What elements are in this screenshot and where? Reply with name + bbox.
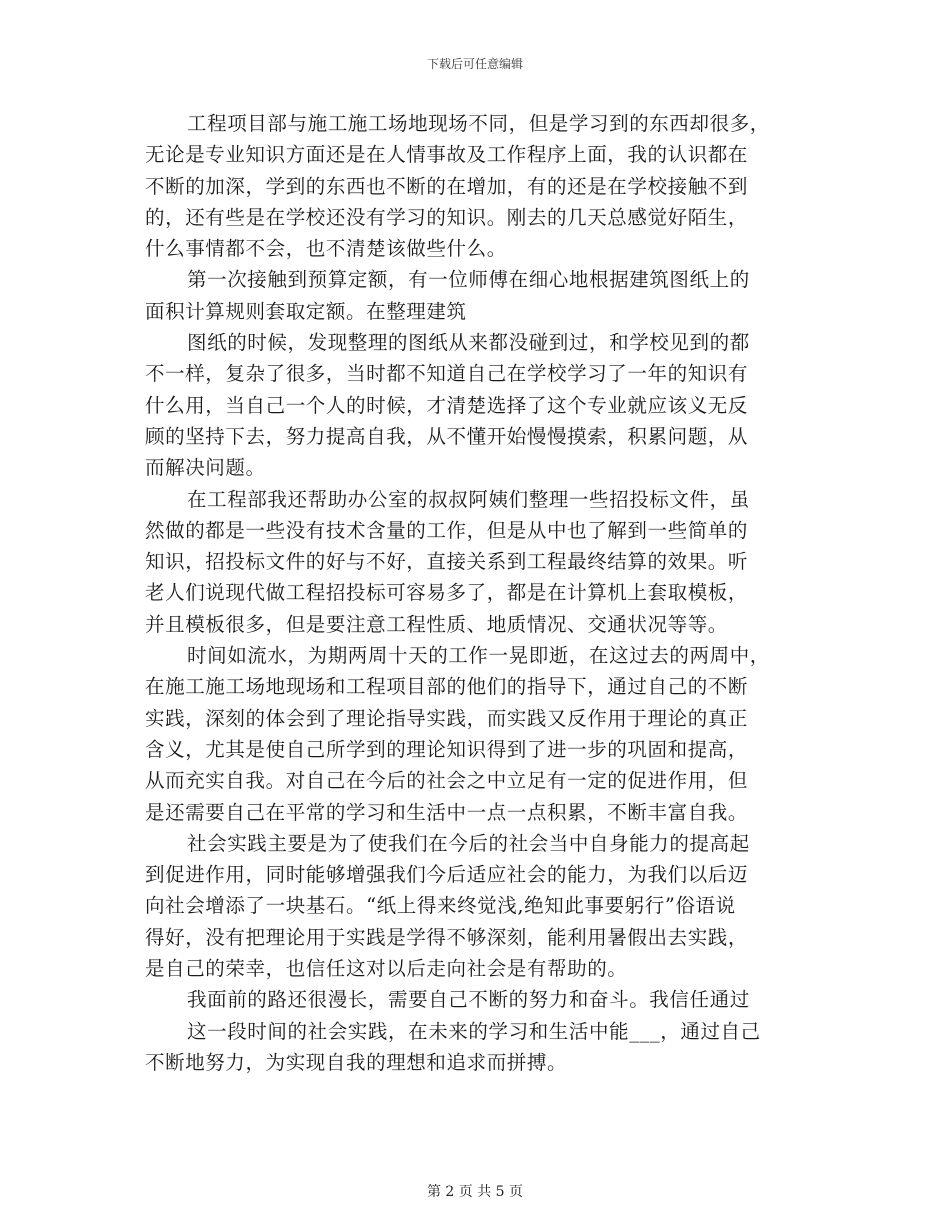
- page-footer: 第 2 页 共 5 页: [426, 1184, 524, 1200]
- text-line: 得好，没有把理论用于实践是学得不够深刻，能利用暑假出去实践，: [145, 925, 749, 949]
- text-line: 不一样，复杂了很多，当时都不知道自己在学校学习了一年的知识有: [145, 362, 749, 386]
- text-line: 我面前的路还很漫长，需要自己不断的努力和奋斗。我信任通过: [187, 988, 750, 1012]
- text-line: 然做的都是一些没有技术含量的工作，但是从中也了解到一些简单的: [145, 518, 749, 542]
- text-line: 知识，招投标文件的好与不好，直接关系到工程最终结算的效果。听: [145, 550, 749, 574]
- text-line: 从而充实自我。对自己在今后的社会之中立足有一定的促进作用，但: [145, 769, 749, 793]
- text-line: 这一段时间的社会实践，在未来的学习和生活中能___，通过自己: [187, 1019, 761, 1043]
- text-line: 到促进作用，同时能够增强我们今后适应社会的能力，为我们以后迈: [145, 863, 749, 887]
- text-line: 顾的坚持下去，努力提高自我，从不懂开始慢慢摸索，积累问题，从: [145, 424, 749, 448]
- text-line: 什么事情都不会，也不清楚该做些什么。: [145, 237, 507, 261]
- text-line: 不断的加深，学到的东西也不断的在增加，有的还是在学校接触不到: [145, 174, 749, 198]
- text-line: 向社会增添了一块基石。“纸上得来终觉浅,绝知此事要躬行”俗语说: [145, 894, 736, 918]
- text-line: 无论是专业知识方面还是在人情事故及工作程序上面，我的认识都在: [145, 143, 749, 167]
- text-line: 工程项目部与施工施工场地现场不同，但是学习到的东西却很多，: [187, 112, 770, 135]
- text-line: 什么用，当自己一个人的时候，才清楚选择了这个专业就应该义无反: [145, 393, 749, 417]
- page-header: 下载后可任意编辑: [426, 57, 523, 71]
- text-line: 含义，尤其是使自己所学到的理论知识得到了进一步的巩固和提高，: [145, 737, 749, 761]
- text-line: 图纸的时候，发现整理的图纸从来都没碰到过，和学校见到的都: [187, 331, 750, 355]
- text-line: 并且模板很多，但是要注意工程性质、地质情况、交通状况等等。: [145, 612, 728, 636]
- text-line: 第一次接触到预算定额，有一位师傅在细心地根据建筑图纸上的: [187, 268, 750, 292]
- text-line: 是自己的荣幸，也信任这对以后走向社会是有帮助的。: [145, 957, 628, 981]
- text-line: 是还需要自己在平常的学习和生活中一点一点积累，不断丰富自我。: [145, 800, 749, 824]
- text-line: 而解决问题。: [145, 456, 266, 480]
- text-line: 时间如流水，为期两周十天的工作一晃即逝，在这过去的两周中，: [187, 644, 770, 668]
- text-line: 不断地努力，为实现自我的理想和追求而拼搏。: [145, 1050, 568, 1074]
- text-line: 在施工施工场地现场和工程项目部的他们的指导下，通过自己的不断: [145, 675, 749, 699]
- document-body: [145, 108, 810, 1078]
- text-line: 的，还有些是在学校还没有学习的知识。刚去的几天总感觉好陌生，: [145, 205, 749, 229]
- text-line: 老人们说现代做工程招投标可容易多了，都是在计算机上套取模板，: [145, 581, 749, 605]
- text-line: 面积计算规则套取定额。在整理建筑: [145, 299, 467, 323]
- text-line: 社会实践主要是为了使我们在今后的社会当中自身能力的提高起: [187, 831, 750, 855]
- text-line: 实践，深刻的体会到了理论指导实践，而实践又反作用于理论的真正: [145, 706, 749, 730]
- text-line: 在工程部我还帮助办公室的叔叔阿姨们整理一些招投标文件，虽: [187, 487, 750, 511]
